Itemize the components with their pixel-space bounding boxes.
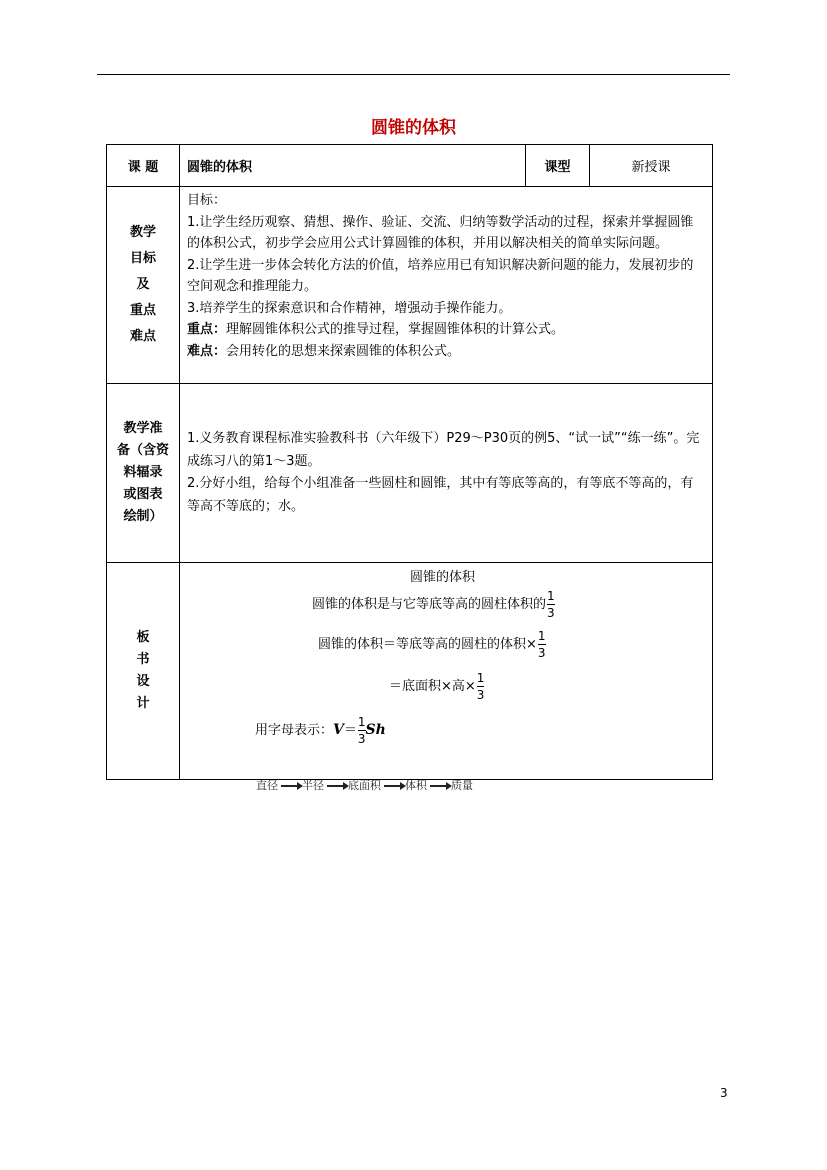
objective-item: 3.培养学生的探索意识和合作精神，增强动手操作能力。	[187, 300, 512, 316]
type-label: 课型	[526, 145, 590, 187]
preparation-label-line: 料辐录	[123, 465, 163, 480]
key-point-text: 理解圆锥体积公式的推导过程，掌握圆锥体积的计算公式。	[226, 322, 565, 337]
preparation-label-line: 或图表	[123, 487, 163, 502]
objectives-label-line: 及	[136, 277, 150, 292]
header-row	[107, 145, 713, 187]
topic-label: 课 题	[107, 145, 180, 187]
preparation-row	[107, 384, 713, 563]
board-label-line: 设	[136, 674, 150, 689]
lesson-plan-table	[106, 144, 713, 780]
flow-step: 底面积	[348, 779, 381, 792]
board-label	[107, 563, 180, 780]
preparation-label	[107, 384, 180, 563]
fraction-denominator: 3	[537, 646, 546, 660]
board-label-line: 板	[136, 630, 150, 645]
page-number: 3	[720, 1086, 728, 1100]
board-line-4-prefix: 用字母表示：	[255, 723, 334, 738]
difficulty-point	[187, 341, 706, 363]
one-third-fraction	[547, 589, 555, 620]
board-label-line: 计	[136, 696, 150, 711]
fraction-numerator: 1	[357, 715, 366, 729]
board-heading: 圆锥的体积	[410, 570, 476, 585]
page-title: 圆锥的体积	[371, 118, 456, 138]
fraction-denominator: 3	[476, 688, 485, 702]
fraction-numerator: 1	[476, 671, 485, 685]
preparation-label-line: 备（含资	[116, 443, 169, 458]
preparation-content	[180, 384, 713, 563]
objective-item: 2.让学生进一步体会转化方法的价值，培养应用已有知识解决新问题的能力，发展初步的空间观念和推理能力。	[187, 257, 694, 294]
preparation-item: 1.义务教育课程标准实验教科书（六年级下）P29～P30页的例5、“试一试”“练一练”。完成练习八的第1～3题。	[187, 431, 700, 469]
objectives-label-line: 重点	[129, 303, 156, 318]
key-point	[187, 319, 706, 341]
preparation-item: 2.分好小组，给每个小组准备一些圆柱和圆锥，其中有等底等高的，有等底不等高的，有等高不等底的；水。	[187, 476, 694, 514]
board-line-4	[255, 715, 386, 746]
key-point-label: 重点：	[187, 322, 227, 337]
board-line-3-text: ＝底面积×高×	[389, 679, 476, 694]
objectives-label-line: 教学	[129, 225, 156, 240]
topic-value: 圆锥的体积	[180, 145, 526, 187]
objectives-label-line: 目标	[129, 251, 156, 266]
one-third-fraction	[538, 629, 546, 660]
fraction-numerator: 1	[547, 589, 555, 603]
board-line-3	[389, 671, 484, 702]
flow-step: 半径	[302, 779, 324, 792]
formula-v: V	[333, 722, 344, 738]
type-value: 新授课	[590, 145, 713, 187]
formula-sh: Sh	[365, 722, 386, 738]
fraction-denominator: 3	[357, 732, 366, 746]
objectives-intro: 目标：	[187, 193, 227, 208]
board-line-2-text: 圆锥的体积＝等底等高的圆柱的体积×	[318, 637, 537, 652]
preparation-label-line: 教学准	[123, 421, 163, 436]
objectives-label	[107, 187, 180, 384]
board-line-1-text: 圆锥的体积是与它等底等高的圆柱体积的	[312, 597, 547, 612]
difficulty-text: 会用转化的思想来探索圆锥的体积公式。	[226, 343, 461, 359]
flow-step: 直径	[256, 779, 278, 792]
flow-step: 质量	[451, 779, 473, 792]
board-content	[180, 563, 713, 780]
objectives-content	[180, 187, 713, 384]
formula-equals: ＝	[343, 723, 357, 738]
difficulty-label: 难点：	[187, 343, 227, 359]
arrow-right-icon	[281, 785, 299, 787]
fraction-numerator: 1	[537, 629, 546, 643]
flow-step: 体积	[405, 779, 427, 792]
objective-item: 1.让学生经历观察、猜想、操作、验证、交流、归纳等数学活动的过程，探索并掌握圆锥的体积公式，初步学会应用公式计算圆锥的体积，并用以解决相关的简单实际问题。	[187, 214, 694, 251]
arrow-right-icon	[327, 785, 345, 787]
board-line-2	[318, 629, 546, 660]
preparation-label-line: 绘制）	[123, 509, 163, 524]
objectives-row	[107, 187, 713, 384]
board-label-line: 书	[136, 652, 150, 667]
board-line-1	[312, 589, 555, 620]
arrow-right-icon	[384, 785, 402, 787]
objectives-label-line: 难点	[129, 329, 156, 344]
one-third-fraction	[358, 715, 366, 746]
board-row	[107, 563, 713, 780]
header-rule	[97, 74, 730, 75]
one-third-fraction	[477, 671, 485, 702]
arrow-right-icon	[430, 785, 448, 787]
fraction-denominator: 3	[547, 606, 555, 620]
concept-flow	[256, 777, 473, 793]
